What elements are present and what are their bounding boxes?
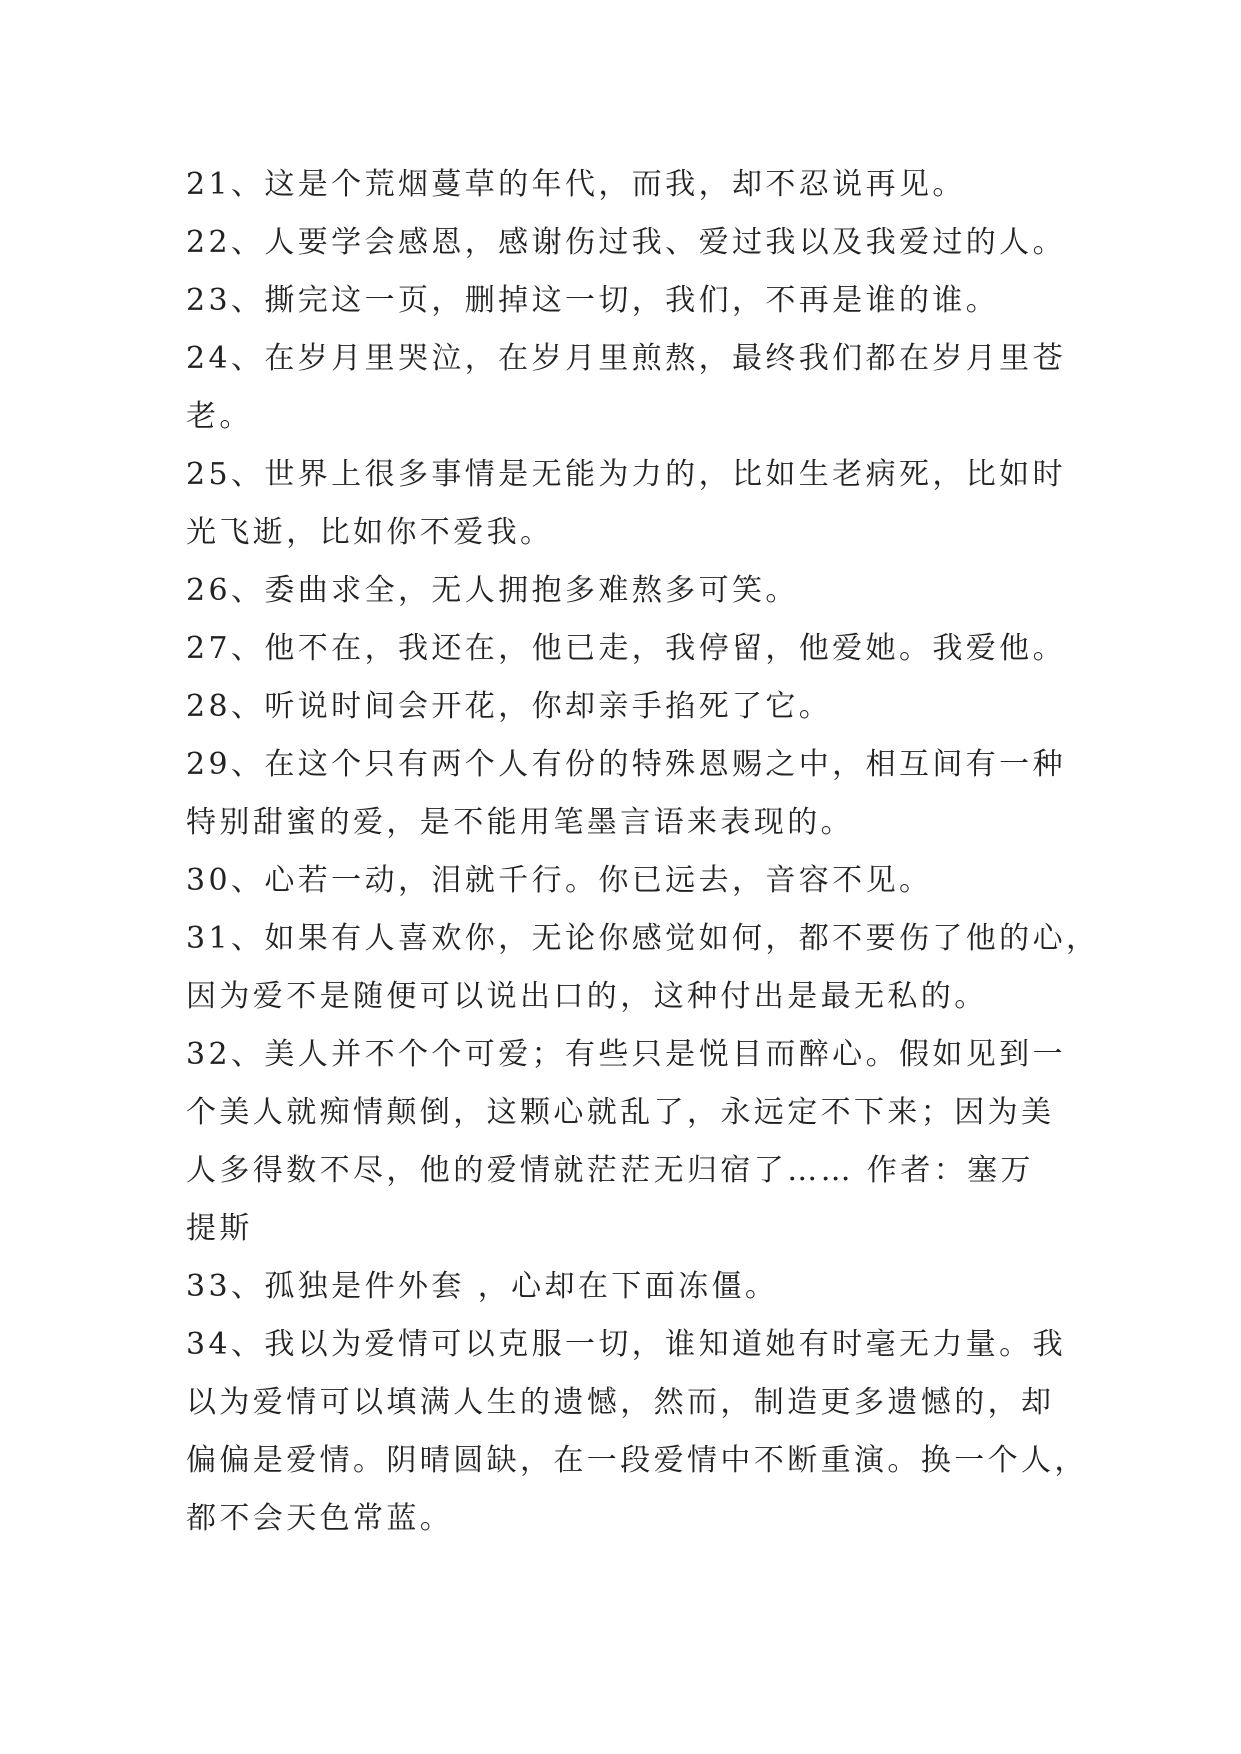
- text-line-32-cont-1: 个美人就痴情颠倒，这颗心就乱了，永远定不下来；因为美: [186, 1095, 1055, 1130]
- text-line-34-cont-1: 以为爱情可以填满人生的遗憾，然而，制造更多遗憾的，却: [186, 1385, 1055, 1420]
- text-line-25-cont: 光飞逝，比如你不爱我。: [186, 515, 554, 550]
- text-line-27: 27、他不在，我还在，他已走，我停留，他爱她。我爱他。: [186, 631, 1066, 666]
- text-line-34: 34、我以为爱情可以克服一切，谁知道她有时毫无力量。我: [186, 1327, 1066, 1362]
- text-line-23: 23、撕完这一页，删掉这一切，我们，不再是谁的谁。: [186, 283, 1000, 318]
- text-line-33: 33、孤独是件外套 ，心却在下面冻僵。: [186, 1269, 779, 1304]
- text-line-21: 21、这是个荒烟蔓草的年代，而我，却不忍说再见。: [186, 167, 966, 202]
- text-line-28: 28、听说时间会开花，你却亲手掐死了它。: [186, 689, 833, 724]
- text-line-31: 31、如果有人喜欢你，无论你感觉如何，都不要伤了他的心，: [186, 921, 1100, 956]
- text-line-31-cont: 因为爱不是随便可以说出口的，这种付出是最无私的。: [186, 979, 988, 1014]
- text-line-22: 22、人要学会感恩，感谢伤过我、爱过我以及我爱过的人。: [186, 225, 1066, 260]
- text-line-24-cont: 老。: [186, 399, 253, 434]
- text-line-25: 25、世界上很多事情是无能为力的，比如生老病死，比如时: [186, 457, 1066, 492]
- document-body: [186, 156, 1100, 1548]
- text-line-34-cont-2: 偏偏是爱情。阴晴圆缺，在一段爱情中不断重演。换一个人，: [186, 1443, 1088, 1478]
- text-line-32-cont-2: 人多得数不尽，他的爱情就茫茫无归宿了…… 作者：塞万: [186, 1153, 1034, 1188]
- text-line-32: 32、美人并不个个可爱；有些只是悦目而醉心。假如见到一: [186, 1037, 1066, 1072]
- text-line-30: 30、心若一动，泪就千行。你已远去，音容不见。: [186, 863, 933, 898]
- text-line-34-cont-3: 都不会天色常蓝。: [186, 1501, 454, 1536]
- text-line-32-cont-3: 提斯: [186, 1211, 253, 1246]
- text-line-29: 29、在这个只有两个人有份的特殊恩赐之中，相互间有一种: [186, 747, 1066, 782]
- text-line-26: 26、委曲求全，无人拥抱多难熬多可笑。: [186, 573, 799, 608]
- text-line-29-cont: 特别甜蜜的爱，是不能用笔墨言语来表现的。: [186, 805, 854, 840]
- text-line-24: 24、在岁月里哭泣，在岁月里煎熬，最终我们都在岁月里苍: [186, 341, 1066, 376]
